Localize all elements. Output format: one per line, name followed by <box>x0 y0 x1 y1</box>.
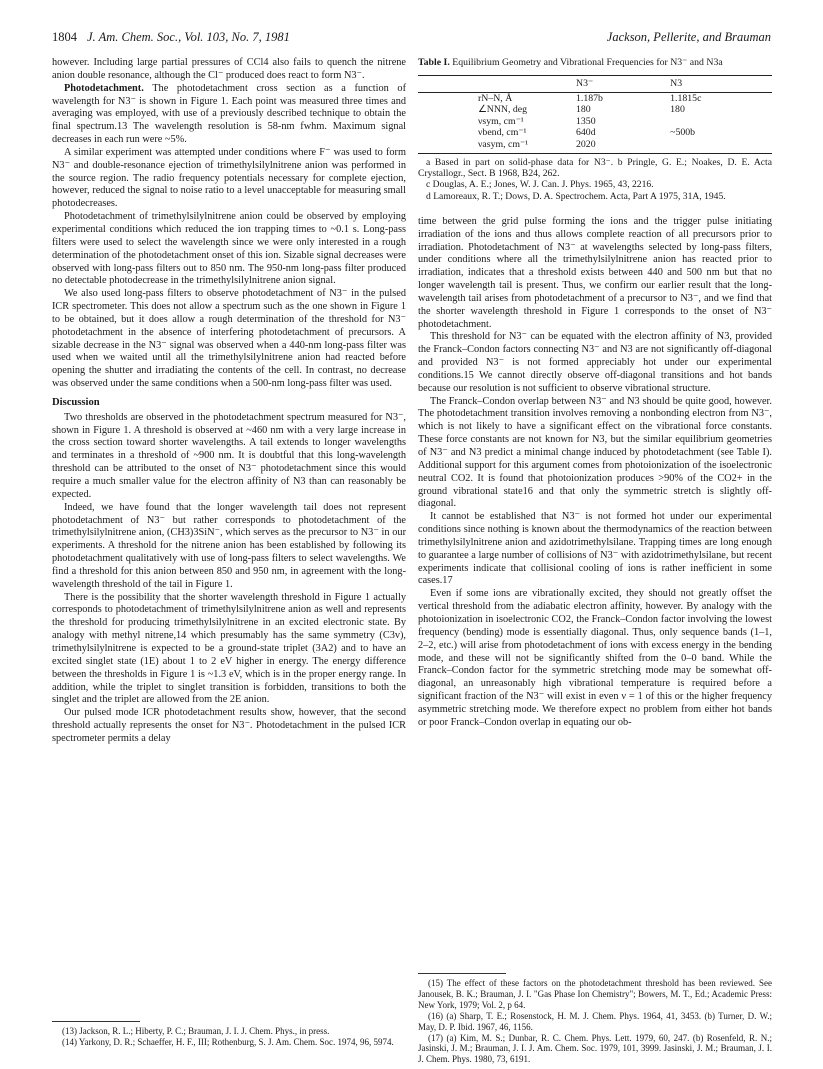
paragraph-right-1: time between the grid pulse forming the ions and the trigger pulse initiating irradiation of the ions and thus allows complete reaction of all precursors prior to irradiation. Photodetachment of N3⁻ at wavelengths selected by long-pass filters, under conditions where all the trimethylsilylnitrene anion has reacted prior to irradiation, indicates that a threshold exists between 440 and 500 nm but that no longer wavelength tail is present. Thus, we confirm our earlier result that the long-wavelength tail arises from photodetachment of a precursor to N3⁻, and we find that the shorter wavelength threshold in Figure 1 corresponds to the onset of N3⁻ photodetachment. <box>418 215 772 330</box>
table-caption-text: Equilibrium Geometry and Vibrational Frequencies for N3⁻ and N3a <box>452 57 723 68</box>
table-value-anion: 2020 <box>572 139 666 154</box>
photodetachment-text: The photodetachment cross section as a function of wavelength for N3⁻ is shown in Figure 1. Each point was measured three times and averaging was employed, with use of a previously described technique to obtain the final spectrum.13 The wavelength resolution is 58-nm fwhm. Maximum signal decreases in each run were ~5%. <box>52 82 406 146</box>
table-row <box>418 104 772 116</box>
table-row <box>418 92 772 104</box>
table-label: Table I. <box>418 57 450 68</box>
table-header-neutral: N3 <box>666 76 772 93</box>
table-header-row <box>418 76 772 93</box>
table-value-anion: 1350 <box>576 115 596 127</box>
table-value-neutral <box>666 139 772 154</box>
photodetachment-heading: Photodetachment. <box>64 82 144 94</box>
table-header-blank <box>418 76 572 93</box>
footnote-rule <box>52 1021 140 1022</box>
table-row <box>418 139 772 154</box>
left-column <box>52 57 406 746</box>
right-column <box>418 57 772 730</box>
footnote-14: (14) Yarkony, D. R.; Schaeffer, H. F., III; Rothenburg, S. J. Am. Chem. Soc. 1974, 96, 5974. <box>62 1036 394 1047</box>
table-value-neutral: 180 <box>670 104 685 115</box>
footnote-15: (15) The effect of these factors on the photodetachment threshold has been reviewed. See Janousek, B. K.; Brauman, J. I. "Gas Phase Ion Chemistry"; Bowers, M. T., Ed.; Academic Press: New York, 1979; Vol. 2, p 64. <box>418 978 772 1010</box>
table-value-neutral: 1.1815c <box>670 92 702 104</box>
journal-citation: J. Am. Chem. Soc., Vol. 103, No. 7, 1981 <box>87 30 290 44</box>
paragraph-discussion-4: Our pulsed mode ICR photodetachment results show, however, that the second threshold actually represents the onset for N3⁻. Photodetachment in the pulsed ICR spectrometer permits a delay <box>52 707 406 744</box>
right-footnotes <box>418 967 772 1065</box>
table-value-anion: 180 <box>576 104 591 115</box>
page-number: 1804 <box>52 30 77 44</box>
table-value-neutral: ~500b <box>670 127 696 138</box>
table-row <box>418 116 772 128</box>
footnote-17: (17) (a) Kim, M. S.; Dunbar, R. C. Chem. Phys. Lett. 1979, 60, 247. (b) Rosenfeld, R. N.; Jasinski, J. M.; Brauman, J. I. J. Am. Chem. Soc. 1979, 101, 3999. Jasinski, J. M.; Brauman, J. I. J. Chem. Phys. 1980, 73, 6191. <box>418 1032 772 1065</box>
discussion-heading: Discussion <box>52 396 100 408</box>
footnote-rule <box>418 973 506 974</box>
paragraph-discussion-1: Two thresholds are observed in the photodetachment spectrum measured for N3⁻, shown in Figure 1. A threshold is observed at ~460 nm with a very large increase in the cross section toward shorter wavelengths. A tail extends to longer wavelengths and terminates in a threshold of ~900 nm. It is doubtful that this long-wavelength threshold can be attributed to the onset of N3⁻ photodetachment since this would require a much smaller value for the electron affinity of N3 than can reasonably be expected. <box>52 411 406 500</box>
table-value-neutral <box>666 116 772 128</box>
paragraph-intro: however. Including large partial pressures of CCl4 also fails to quench the nitrene anion double resonance, although the Cl⁻ produced does react to form N3⁻. <box>52 57 406 81</box>
table-param: νsym, cm⁻¹ <box>478 115 524 127</box>
table-param: ∠NNN, deg <box>478 104 528 115</box>
table-1 <box>418 75 772 154</box>
paragraph-discussion-2: Indeed, we have found that the longer wavelength tail does not represent photodetachment of N3⁻ but rather corresponds to photodetachment of the trimethylsilylnitrene anion, (CH3)3SiN⁻, which serves as the precursor to N3⁻ in our experiments. A threshold for the nitrene anion has been established by following its photodetachment qualitatively with use of long-pass filters to select wavelengths. We find a threshold for this anion between 850 and 950 nm, in agreement with the long-wavelength threshold of the tail in Figure 1. <box>52 501 406 590</box>
paragraph-right-2: This threshold for N3⁻ can be equated with the electron affinity of N3, provided the Franck–Condon factors connecting N3⁻ and N3 are not significantly off-diagonal and provided N3⁻ is not formed appreciably hot under our experimental conditions.15 We cannot directly observe off-diagonal transitions and hot bands because our resolution is not sufficient to observe vibrational structure. <box>418 331 772 394</box>
table-notes <box>418 157 772 202</box>
paragraph-discussion-3: There is the possibility that the shorter wavelength threshold in Figure 1 actually corresponds to photodetachment of trimethylsilylnitrene anion as well and represents the threshold for producing trimethylsilylnitrene in an excited electronic state. By analogy with methyl nitrene,14 which presumably has the same symmetry (C3v), trimethylsilylnitrene is expected to be a ground-state triplet (3A2) and to have an excited singlet state (1E) about 1 to 2 eV higher in energy. The energy difference between the thresholds in Figure 1 is ~1.3 eV, which is in the proper energy range. In addition, while the triplet to singlet transition is forbidden, transitions to both the singlet and the triplet are allowed from the 2E anion. <box>52 591 406 706</box>
table-param: rN–N, Å <box>478 92 513 104</box>
table-caption <box>418 57 772 69</box>
footnote-16: (16) (a) Sharp, T. E.; Rosenstock, H. M. J. Chem. Phys. 1964, 41, 3453. (b) Turner, D. W.; May, D. P. Ibid. 1967, 46, 1156. <box>418 1010 772 1032</box>
table-note-a-b: a Based in part on solid-phase data for N3⁻. b Pringle, G. E.; Noakes, D. E. Acta Crystallogr., Sect. B 1968, B24, 262. <box>418 157 772 180</box>
paragraph-right-3: The Franck–Condon overlap between N3⁻ and N3 should be quite good, however. The photodetachment transition involves removing a nonbonding electron from N3⁻, which is not likely to have a significant effect on the vibrational force constants. These force constants are not known for N3, but the similar equilibrium geometries of N3⁻ and N3 predict a minimal change induced by photodetachment (see Table I). Additional support for this argument comes from photoionization of the isoelectronic neutral CO2. It is found that photoionization produces >90% of the CO2+ in the ground vibrational state16 and that only the symmetric stretch is slightly off-diagonal. <box>418 395 772 510</box>
paragraph-fluoride-experiment: A similar experiment was attempted under conditions where F⁻ was used to form N3⁻ and double-resonance ejection of trimethylsilylnitrene anion was performed in the source region. The radio frequency potentials necessary for complete ejection, however, reduced the signal to noise ratio to a level unacceptable for measuring small photodecreases. <box>52 146 406 210</box>
table-header-anion: N3⁻ <box>572 76 666 93</box>
paragraph-right-5: Even if some ions are vibrationally excited, they should not greatly offset the vertical threshold from the adiabatic electron affinity, however. By analogy with the photoionization in isoelectronic CO2, the Franck–Condon factor involving the lowest frequency (bending) mode is essentially diagonal. Thus, only sequence bands (1–1, 2–2, etc.) will arise from photodetachment of ions with excess energy in the bending mode, and these will not be significantly shifted from the 0–0 band. While the Franck–Condon factor for the symmetric stretching mode may be somewhat off-diagonal, an unreasonably high vibrational temperature is required before a significant fraction of the N3⁻ will exist in even ν = 1 of this or the higher frequency asymmetric stretching mode. We therefore expect no problem from either hot bands or poor Franck–Condon overlap in equating our ob- <box>418 588 772 728</box>
paragraph-photodetachment <box>52 83 406 147</box>
paragraph-right-4: It cannot be established that N3⁻ is not formed hot under our experimental conditions since nothing is known about the thermodynamics of the reaction between trimethylsilylnitrene anion and azidotrimethylsilane. Trapping times are long enough to guarantee a large number of collisions of N3⁻ with azidotrimethylsilane, but recent experiments indicate that collisional cooling of ions is rather inefficient in some cases.17 <box>418 511 772 587</box>
left-footnotes <box>52 1015 406 1048</box>
table-value-anion: 640d <box>576 127 596 138</box>
table-param: νbend, cm⁻¹ <box>478 127 527 138</box>
paragraph-nitrene-photodetachment: Photodetachment of trimethylsilylnitrene anion could be observed by employing experimental conditions which reduced the ion trapping times to ~0.1 s. Long-pass filters were used to select the wavelength since we were only interested in a rough determination of the photodetachment onset of this ion. Sizable signal decreases were observed with long-pass filters out to 850 nm. The 950-nm long-pass filter produced no detectable photodecrease in the trimethylsilylnitrene anion signal. <box>52 211 406 287</box>
table-note-c: c Douglas, A. E.; Jones, W. J. Can. J. Phys. 1965, 43, 2216. <box>426 179 654 191</box>
table-row <box>418 127 772 139</box>
footnote-13: (13) Jackson, R. L.; Hiberty, P. C.; Brauman, J. I. J. Chem. Phys., in press. <box>62 1026 330 1036</box>
table-note-d: d Lamoreaux, R. T.; Dows, D. A. Spectrochem. Acta, Part A 1975, 31A, 1945. <box>426 190 726 202</box>
table-param: νasym, cm⁻¹ <box>418 139 572 154</box>
paragraph-pulsed-icr: We also used long-pass filters to observe photodetachment of N3⁻ in the pulsed ICR spectrometer. This does not allow a spectrum such as the one shown in Figure 1 to be obtained, but it does allow a rough determination of the threshold for N3⁻ photodetachment in the absence of interfering photodetachment of precursors. A sizable decrease in the N3⁻ signal was observed when a 440-nm long-pass filter was used when we waited until all the trimethylsilylnitrene anion had reacted before opening the shutter and irradiating the contents of the cell. In contrast, no decrease was observed under the same conditions when a 500-nm long-pass filter was used. <box>52 288 406 390</box>
running-authors: Jackson, Pellerite, and Brauman <box>606 30 771 44</box>
table-value-anion: 1.187b <box>576 92 603 104</box>
running-head <box>52 30 771 50</box>
